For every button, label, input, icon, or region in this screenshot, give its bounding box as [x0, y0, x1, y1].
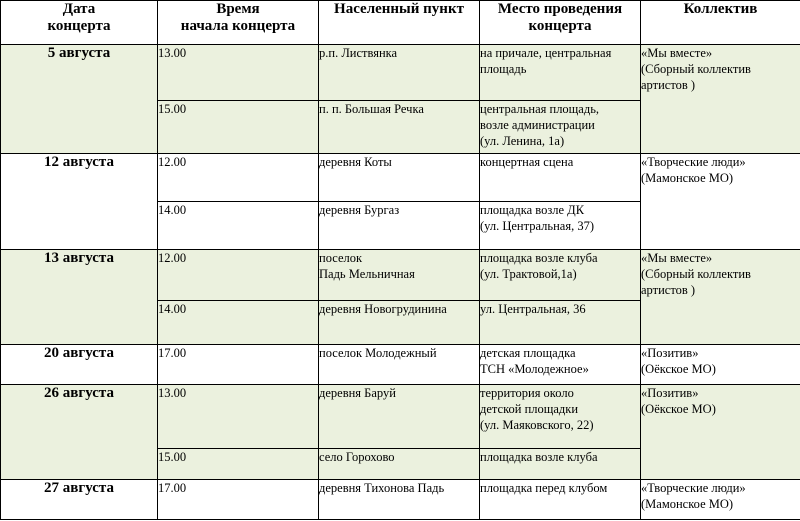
- concert-venue: площадка возле ДК (ул. Центральная, 37): [480, 202, 641, 250]
- concert-collective: «Мы вместе» (Сборный коллектив артистов ): [641, 45, 800, 154]
- concert-time: 17.00: [158, 480, 319, 520]
- concert-collective: «Творческие люди» (Мамонское МО): [641, 154, 800, 250]
- header-time: Время начала концерта: [158, 1, 319, 45]
- concert-venue: площадка возле клуба: [480, 449, 641, 480]
- header-venue: Место проведения концерта: [480, 1, 641, 45]
- concert-date: 20 августа: [1, 345, 158, 385]
- concert-venue: детская площадка ТСН «Молодежное»: [480, 345, 641, 385]
- concert-place: деревня Коты: [319, 154, 480, 202]
- concert-venue: концертная сцена: [480, 154, 641, 202]
- concert-time: 13.00: [158, 385, 319, 449]
- table-row: [1, 45, 800, 101]
- concert-collective: «Позитив» (Оёкское МО): [641, 345, 800, 385]
- concert-collective: «Творческие люди» (Мамонское МО): [641, 480, 800, 520]
- concert-date: 27 августа: [1, 480, 158, 520]
- concert-time: 12.00: [158, 250, 319, 301]
- concert-venue: на причале, центральная площадь: [480, 45, 641, 101]
- header-date: Дата концерта: [1, 1, 158, 45]
- concert-place: деревня Баруй: [319, 385, 480, 449]
- table-row: [1, 154, 800, 202]
- concert-place: деревня Тихонова Падь: [319, 480, 480, 520]
- concert-venue: ул. Центральная, 36: [480, 301, 641, 345]
- concert-time: 15.00: [158, 449, 319, 480]
- concert-place: поселок Падь Мельничная: [319, 250, 480, 301]
- header-row: [1, 1, 800, 45]
- concert-time: 14.00: [158, 202, 319, 250]
- concert-venue: центральная площадь, возле администрации (ул. Ленина, 1а): [480, 101, 641, 154]
- concert-collective: «Позитив» (Оёкское МО): [641, 385, 800, 480]
- concert-date: 12 августа: [1, 154, 158, 250]
- concert-place: п. п. Большая Речка: [319, 101, 480, 154]
- table-row: [1, 250, 800, 301]
- concert-venue: территория около детской площадки (ул. Маяковского, 22): [480, 385, 641, 449]
- table-row: [1, 385, 800, 449]
- header-collective: Коллектив: [641, 1, 800, 45]
- concert-date: 13 августа: [1, 250, 158, 345]
- concert-place: село Горохово: [319, 449, 480, 480]
- table-row: [1, 345, 800, 385]
- concert-time: 12.00: [158, 154, 319, 202]
- concert-venue: площадка перед клубом: [480, 480, 641, 520]
- concert-time: 15.00: [158, 101, 319, 154]
- concert-place: деревня Бургаз: [319, 202, 480, 250]
- concert-place: деревня Новогрудинина: [319, 301, 480, 345]
- header-place: Населенный пункт: [319, 1, 480, 45]
- concert-venue: площадка возле клуба (ул. Трактовой,1а): [480, 250, 641, 301]
- table-row: [1, 480, 800, 520]
- concert-place: р.п. Листвянка: [319, 45, 480, 101]
- concert-date: 26 августа: [1, 385, 158, 480]
- concert-place: поселок Молодежный: [319, 345, 480, 385]
- concert-time: 13.00: [158, 45, 319, 101]
- concert-collective: «Мы вместе» (Сборный коллектив артистов ): [641, 250, 800, 345]
- concert-time: 14.00: [158, 301, 319, 345]
- concert-time: 17.00: [158, 345, 319, 385]
- concert-date: 5 августа: [1, 45, 158, 154]
